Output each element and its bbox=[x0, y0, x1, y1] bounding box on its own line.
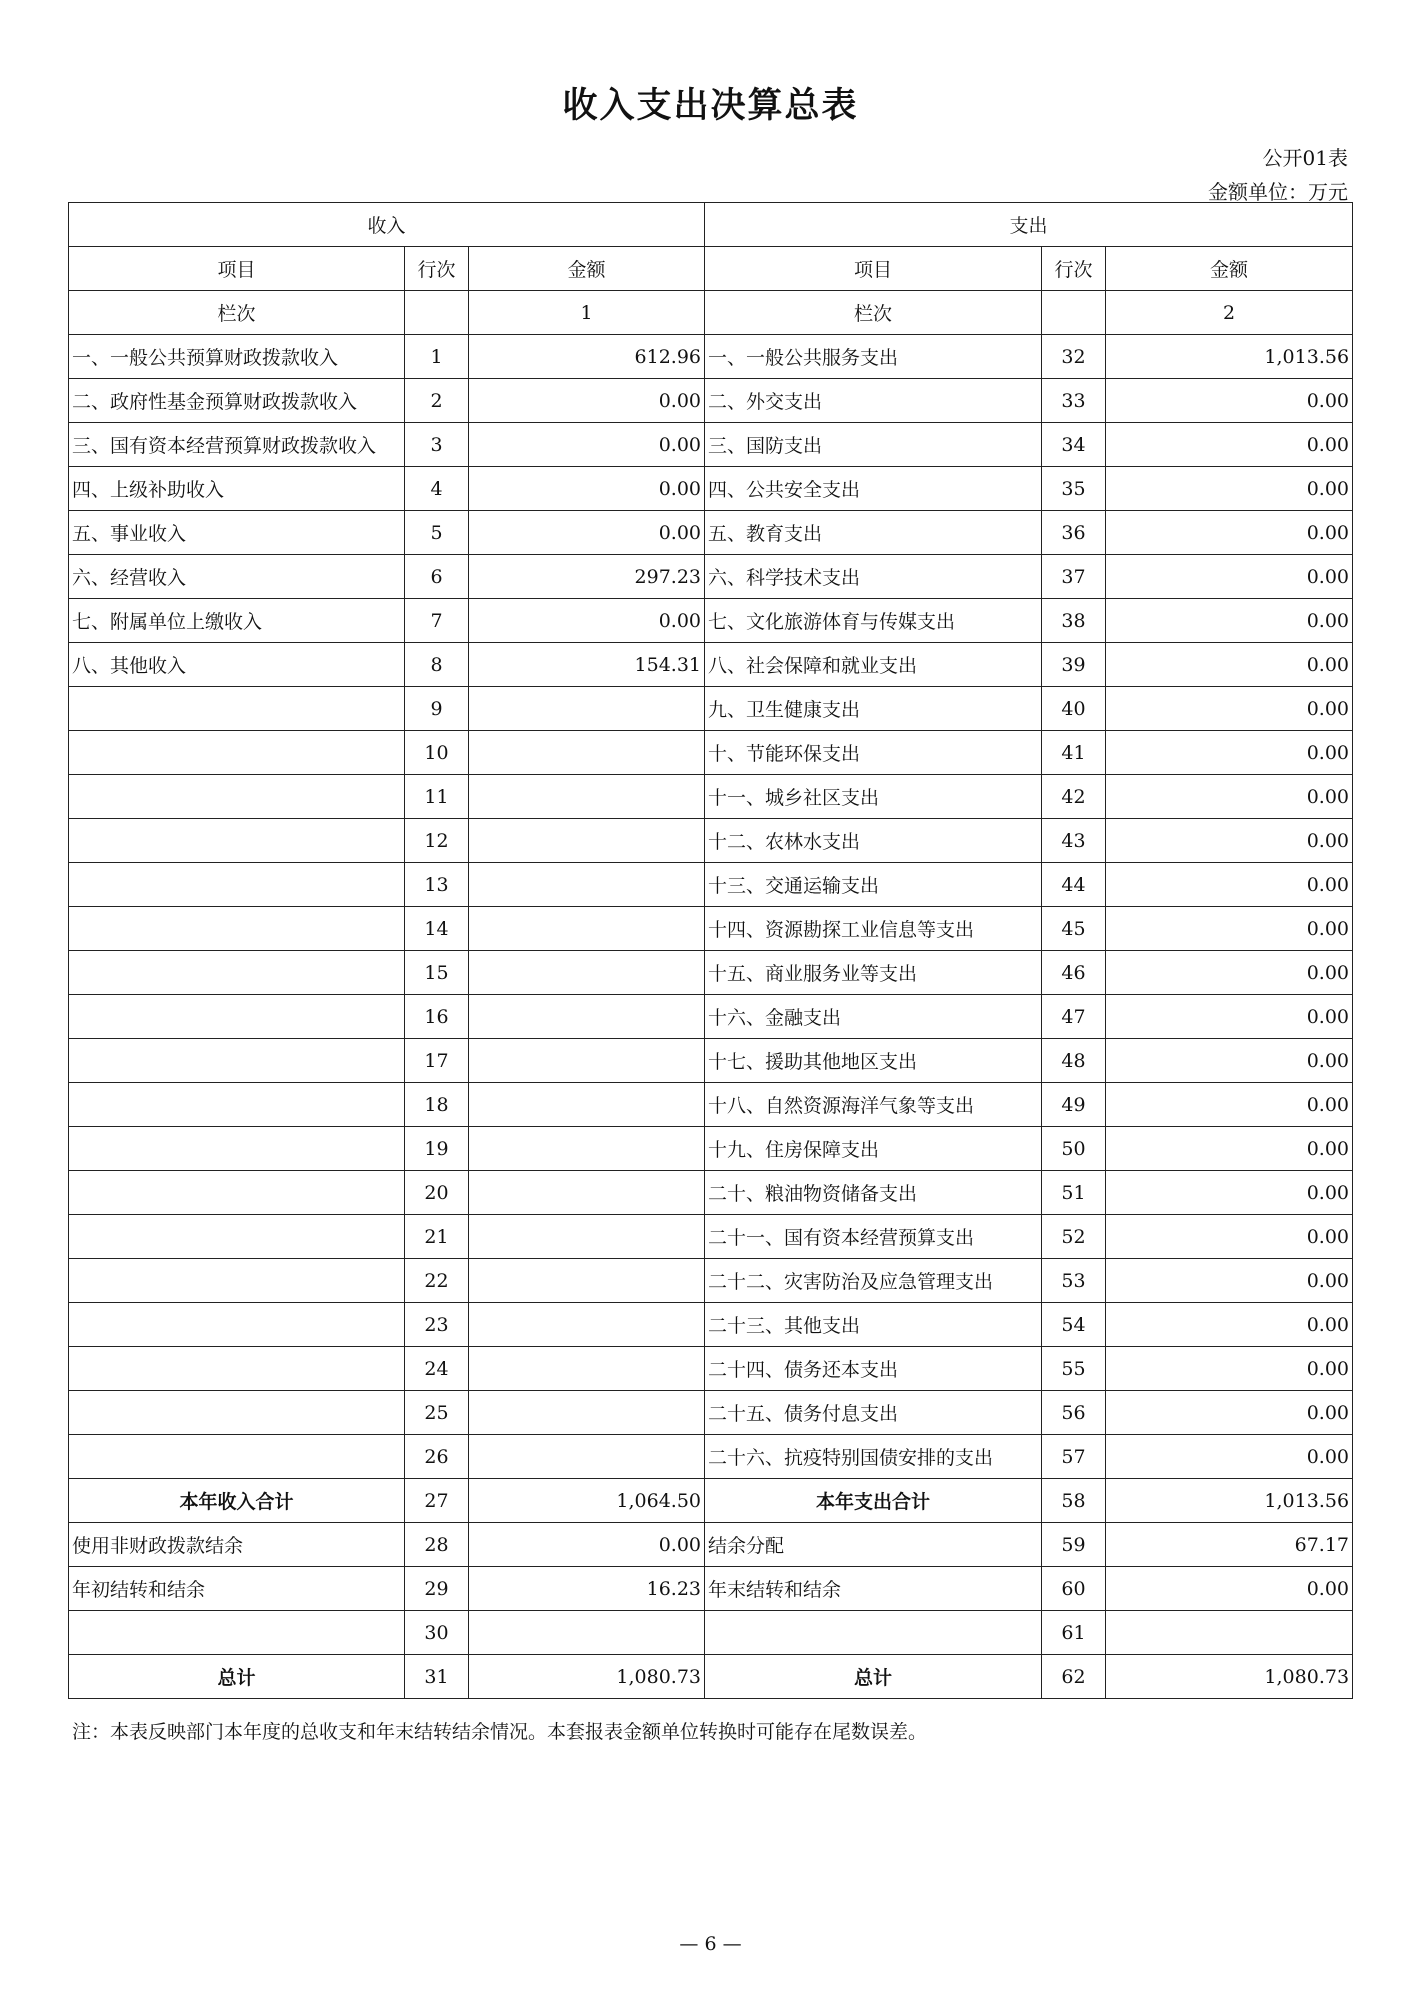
table-row bbox=[69, 335, 1353, 379]
income-item bbox=[69, 687, 405, 731]
section-header-row bbox=[69, 203, 1353, 247]
expense-line-no: 60 bbox=[1042, 1567, 1106, 1611]
expense-line-no: 35 bbox=[1042, 467, 1106, 511]
expense-item: 十二、农林水支出 bbox=[705, 819, 1042, 863]
expense-line-no: 56 bbox=[1042, 1391, 1106, 1435]
table-row bbox=[69, 1567, 1353, 1611]
expense-line-no: 42 bbox=[1042, 775, 1106, 819]
income-item bbox=[69, 1303, 405, 1347]
expense-amount: 0.00 bbox=[1106, 643, 1353, 687]
expense-item: 二十一、国有资本经营预算支出 bbox=[705, 1215, 1042, 1259]
expense-item: 二、外交支出 bbox=[705, 379, 1042, 423]
amount-unit: 金额单位：万元 bbox=[1208, 180, 1348, 204]
income-amount: 0.00 bbox=[469, 511, 705, 555]
income-line-no: 16 bbox=[405, 995, 469, 1039]
expense-amount: 0.00 bbox=[1106, 1435, 1353, 1479]
table-row bbox=[69, 1171, 1353, 1215]
income-line-no: 19 bbox=[405, 1127, 469, 1171]
expense-amount-header: 金额 bbox=[1106, 247, 1353, 291]
income-section-header: 收入 bbox=[69, 203, 705, 247]
income-line-no: 22 bbox=[405, 1259, 469, 1303]
column-index-row bbox=[69, 291, 1353, 335]
income-line-no: 28 bbox=[405, 1523, 469, 1567]
income-amount bbox=[469, 775, 705, 819]
income-amount bbox=[469, 907, 705, 951]
expense-item: 十六、金融支出 bbox=[705, 995, 1042, 1039]
income-line-no: 23 bbox=[405, 1303, 469, 1347]
table-row bbox=[69, 467, 1353, 511]
expense-line-no: 45 bbox=[1042, 907, 1106, 951]
expense-amount: 1,013.56 bbox=[1106, 1479, 1353, 1523]
table-row bbox=[69, 1303, 1353, 1347]
expense-item: 十九、住房保障支出 bbox=[705, 1127, 1042, 1171]
expense-line-no: 50 bbox=[1042, 1127, 1106, 1171]
table-row bbox=[69, 511, 1353, 555]
income-item: 使用非财政拨款结余 bbox=[69, 1523, 405, 1567]
expense-amount: 0.00 bbox=[1106, 1083, 1353, 1127]
income-amount: 0.00 bbox=[469, 423, 705, 467]
expense-item: 总计 bbox=[705, 1655, 1042, 1699]
expense-line-no: 55 bbox=[1042, 1347, 1106, 1391]
income-amount: 1,080.73 bbox=[469, 1655, 705, 1699]
expense-item: 九、卫生健康支出 bbox=[705, 687, 1042, 731]
income-line-no: 26 bbox=[405, 1435, 469, 1479]
income-item bbox=[69, 863, 405, 907]
table-row bbox=[69, 863, 1353, 907]
expense-line-no: 44 bbox=[1042, 863, 1106, 907]
expense-line-no: 47 bbox=[1042, 995, 1106, 1039]
income-amount: 1,064.50 bbox=[469, 1479, 705, 1523]
expense-item: 七、文化旅游体育与传媒支出 bbox=[705, 599, 1042, 643]
income-item-header: 项目 bbox=[69, 247, 405, 291]
expense-item: 二十四、债务还本支出 bbox=[705, 1347, 1042, 1391]
page-title: 收入支出决算总表 bbox=[562, 86, 859, 126]
income-line-no: 20 bbox=[405, 1171, 469, 1215]
income-column-index: 1 bbox=[469, 291, 705, 335]
income-item bbox=[69, 1259, 405, 1303]
expense-item: 二十五、债务付息支出 bbox=[705, 1391, 1042, 1435]
income-line-no: 29 bbox=[405, 1567, 469, 1611]
expense-amount: 1,080.73 bbox=[1106, 1655, 1353, 1699]
expense-line-no: 34 bbox=[1042, 423, 1106, 467]
expense-line-no: 58 bbox=[1042, 1479, 1106, 1523]
expense-item bbox=[705, 1611, 1042, 1655]
income-amount bbox=[469, 863, 705, 907]
income-line-no: 1 bbox=[405, 335, 469, 379]
income-line-no: 14 bbox=[405, 907, 469, 951]
income-item bbox=[69, 1347, 405, 1391]
table-row bbox=[69, 1347, 1353, 1391]
expense-item: 三、国防支出 bbox=[705, 423, 1042, 467]
table-row bbox=[69, 907, 1353, 951]
income-column-line-blank bbox=[405, 291, 469, 335]
expense-amount: 1,013.56 bbox=[1106, 335, 1353, 379]
expense-line-no: 40 bbox=[1042, 687, 1106, 731]
expense-line-no: 46 bbox=[1042, 951, 1106, 995]
income-amount bbox=[469, 995, 705, 1039]
expense-amount: 0.00 bbox=[1106, 775, 1353, 819]
income-item: 四、上级补助收入 bbox=[69, 467, 405, 511]
income-line-no: 15 bbox=[405, 951, 469, 995]
expense-amount: 0.00 bbox=[1106, 995, 1353, 1039]
income-item bbox=[69, 951, 405, 995]
income-line-no: 4 bbox=[405, 467, 469, 511]
income-item bbox=[69, 1215, 405, 1259]
income-line-no: 17 bbox=[405, 1039, 469, 1083]
expense-line-no: 48 bbox=[1042, 1039, 1106, 1083]
expense-item: 二十六、抗疫特别国债安排的支出 bbox=[705, 1435, 1042, 1479]
expense-line-no: 61 bbox=[1042, 1611, 1106, 1655]
expense-amount: 0.00 bbox=[1106, 951, 1353, 995]
expense-amount: 0.00 bbox=[1106, 1127, 1353, 1171]
income-amount bbox=[469, 1127, 705, 1171]
page-number: — 6 — bbox=[679, 1933, 742, 1955]
expense-amount: 0.00 bbox=[1106, 1303, 1353, 1347]
income-line-no: 10 bbox=[405, 731, 469, 775]
expense-amount: 0.00 bbox=[1106, 467, 1353, 511]
expense-line-header: 行次 bbox=[1042, 247, 1106, 291]
income-line-no: 18 bbox=[405, 1083, 469, 1127]
expense-line-no: 51 bbox=[1042, 1171, 1106, 1215]
income-item: 三、国有资本经营预算财政拨款收入 bbox=[69, 423, 405, 467]
income-line-no: 31 bbox=[405, 1655, 469, 1699]
income-amount bbox=[469, 1171, 705, 1215]
income-amount: 0.00 bbox=[469, 1523, 705, 1567]
expense-column-label: 栏次 bbox=[705, 291, 1042, 335]
income-item bbox=[69, 775, 405, 819]
expense-item: 二十二、灾害防治及应急管理支出 bbox=[705, 1259, 1042, 1303]
expense-amount: 0.00 bbox=[1106, 1171, 1353, 1215]
table-row bbox=[69, 643, 1353, 687]
table-row bbox=[69, 555, 1353, 599]
income-item: 一、一般公共预算财政拨款收入 bbox=[69, 335, 405, 379]
income-amount: 0.00 bbox=[469, 379, 705, 423]
income-amount bbox=[469, 1391, 705, 1435]
expense-amount: 0.00 bbox=[1106, 1391, 1353, 1435]
expense-item: 四、公共安全支出 bbox=[705, 467, 1042, 511]
income-item bbox=[69, 995, 405, 1039]
expense-column-index: 2 bbox=[1106, 291, 1353, 335]
table-row bbox=[69, 1611, 1353, 1655]
expense-item: 十五、商业服务业等支出 bbox=[705, 951, 1042, 995]
expense-item: 十四、资源勘探工业信息等支出 bbox=[705, 907, 1042, 951]
table-row bbox=[69, 1083, 1353, 1127]
expense-line-no: 57 bbox=[1042, 1435, 1106, 1479]
table-row bbox=[69, 1391, 1353, 1435]
expense-amount: 67.17 bbox=[1106, 1523, 1353, 1567]
income-amount bbox=[469, 1083, 705, 1127]
expense-line-no: 32 bbox=[1042, 335, 1106, 379]
expense-amount: 0.00 bbox=[1106, 423, 1353, 467]
expense-amount: 0.00 bbox=[1106, 1039, 1353, 1083]
expense-item: 十八、自然资源海洋气象等支出 bbox=[705, 1083, 1042, 1127]
income-amount: 154.31 bbox=[469, 643, 705, 687]
expense-amount: 0.00 bbox=[1106, 863, 1353, 907]
income-item bbox=[69, 1611, 405, 1655]
table-note: 注：本表反映部门本年度的总收支和年末结转结余情况。本套报表金额单位转换时可能存在尾数误差。 bbox=[72, 1721, 928, 1743]
expense-amount bbox=[1106, 1611, 1353, 1655]
expense-amount: 0.00 bbox=[1106, 687, 1353, 731]
table-row bbox=[69, 1259, 1353, 1303]
table-row bbox=[69, 1435, 1353, 1479]
expense-item: 十七、援助其他地区支出 bbox=[705, 1039, 1042, 1083]
expense-amount: 0.00 bbox=[1106, 599, 1353, 643]
expense-item: 年末结转和结余 bbox=[705, 1567, 1042, 1611]
income-item: 五、事业收入 bbox=[69, 511, 405, 555]
income-line-no: 27 bbox=[405, 1479, 469, 1523]
expense-line-no: 52 bbox=[1042, 1215, 1106, 1259]
income-amount bbox=[469, 1303, 705, 1347]
expense-line-no: 41 bbox=[1042, 731, 1106, 775]
table-row bbox=[69, 687, 1353, 731]
income-amount bbox=[469, 687, 705, 731]
income-amount bbox=[469, 1259, 705, 1303]
income-item bbox=[69, 1391, 405, 1435]
income-amount bbox=[469, 1435, 705, 1479]
expense-line-no: 62 bbox=[1042, 1655, 1106, 1699]
table-row bbox=[69, 1523, 1353, 1567]
income-item bbox=[69, 819, 405, 863]
expense-amount: 0.00 bbox=[1106, 731, 1353, 775]
expense-line-no: 38 bbox=[1042, 599, 1106, 643]
income-amount bbox=[469, 1347, 705, 1391]
expense-line-no: 36 bbox=[1042, 511, 1106, 555]
table-row bbox=[69, 775, 1353, 819]
expense-item: 八、社会保障和就业支出 bbox=[705, 643, 1042, 687]
expense-amount: 0.00 bbox=[1106, 379, 1353, 423]
expense-amount: 0.00 bbox=[1106, 511, 1353, 555]
expense-line-no: 53 bbox=[1042, 1259, 1106, 1303]
income-item: 本年收入合计 bbox=[69, 1479, 405, 1523]
income-amount bbox=[469, 1039, 705, 1083]
income-item: 二、政府性基金预算财政拨款收入 bbox=[69, 379, 405, 423]
table-row bbox=[69, 599, 1353, 643]
form-code: 公开01表 bbox=[1262, 146, 1348, 170]
income-amount bbox=[469, 731, 705, 775]
expense-item: 六、科学技术支出 bbox=[705, 555, 1042, 599]
expense-item: 十一、城乡社区支出 bbox=[705, 775, 1042, 819]
income-amount: 612.96 bbox=[469, 335, 705, 379]
expense-column-line-blank bbox=[1042, 291, 1106, 335]
income-item bbox=[69, 1083, 405, 1127]
income-item bbox=[69, 1435, 405, 1479]
income-line-no: 30 bbox=[405, 1611, 469, 1655]
income-line-no: 7 bbox=[405, 599, 469, 643]
table-row bbox=[69, 423, 1353, 467]
income-amount-header: 金额 bbox=[469, 247, 705, 291]
expense-line-no: 37 bbox=[1042, 555, 1106, 599]
income-item: 六、经营收入 bbox=[69, 555, 405, 599]
table-row bbox=[69, 951, 1353, 995]
expense-item: 本年支出合计 bbox=[705, 1479, 1042, 1523]
income-item bbox=[69, 731, 405, 775]
income-item: 年初结转和结余 bbox=[69, 1567, 405, 1611]
income-amount: 0.00 bbox=[469, 467, 705, 511]
income-line-no: 5 bbox=[405, 511, 469, 555]
expense-item: 十、节能环保支出 bbox=[705, 731, 1042, 775]
expense-line-no: 39 bbox=[1042, 643, 1106, 687]
income-amount bbox=[469, 819, 705, 863]
expense-line-no: 54 bbox=[1042, 1303, 1106, 1347]
income-line-no: 25 bbox=[405, 1391, 469, 1435]
expense-amount: 0.00 bbox=[1106, 819, 1353, 863]
income-amount bbox=[469, 1611, 705, 1655]
table-row bbox=[69, 1215, 1353, 1259]
expense-amount: 0.00 bbox=[1106, 1567, 1353, 1611]
table-row bbox=[69, 1127, 1353, 1171]
income-amount: 0.00 bbox=[469, 599, 705, 643]
income-item: 总计 bbox=[69, 1655, 405, 1699]
grand-total-row bbox=[69, 1655, 1353, 1699]
income-item: 七、附属单位上缴收入 bbox=[69, 599, 405, 643]
income-column-label: 栏次 bbox=[69, 291, 405, 335]
table-row bbox=[69, 819, 1353, 863]
income-item bbox=[69, 1171, 405, 1215]
expense-amount: 0.00 bbox=[1106, 907, 1353, 951]
expense-amount: 0.00 bbox=[1106, 555, 1353, 599]
income-line-no: 8 bbox=[405, 643, 469, 687]
income-line-no: 24 bbox=[405, 1347, 469, 1391]
income-line-no: 21 bbox=[405, 1215, 469, 1259]
table-row bbox=[69, 995, 1353, 1039]
income-item: 八、其他收入 bbox=[69, 643, 405, 687]
income-line-no: 12 bbox=[405, 819, 469, 863]
expense-item: 十三、交通运输支出 bbox=[705, 863, 1042, 907]
expense-line-no: 59 bbox=[1042, 1523, 1106, 1567]
table-row bbox=[69, 731, 1353, 775]
income-item bbox=[69, 1127, 405, 1171]
expense-item: 结余分配 bbox=[705, 1523, 1042, 1567]
income-item bbox=[69, 1039, 405, 1083]
income-line-no: 9 bbox=[405, 687, 469, 731]
expense-item: 二十、粮油物资储备支出 bbox=[705, 1171, 1042, 1215]
income-amount: 16.23 bbox=[469, 1567, 705, 1611]
income-item bbox=[69, 907, 405, 951]
income-line-no: 3 bbox=[405, 423, 469, 467]
expense-line-no: 49 bbox=[1042, 1083, 1106, 1127]
expense-item: 二十三、其他支出 bbox=[705, 1303, 1042, 1347]
income-amount bbox=[469, 1215, 705, 1259]
expense-item-header: 项目 bbox=[705, 247, 1042, 291]
income-line-no: 13 bbox=[405, 863, 469, 907]
column-header-row bbox=[69, 247, 1353, 291]
table-row bbox=[69, 1039, 1353, 1083]
year-total-row bbox=[69, 1479, 1353, 1523]
income-line-header: 行次 bbox=[405, 247, 469, 291]
expense-amount: 0.00 bbox=[1106, 1215, 1353, 1259]
expense-item: 一、一般公共服务支出 bbox=[705, 335, 1042, 379]
income-line-no: 6 bbox=[405, 555, 469, 599]
income-expense-table bbox=[68, 202, 1353, 1699]
expense-line-no: 43 bbox=[1042, 819, 1106, 863]
expense-amount: 0.00 bbox=[1106, 1259, 1353, 1303]
income-amount: 297.23 bbox=[469, 555, 705, 599]
income-amount bbox=[469, 951, 705, 995]
expense-amount: 0.00 bbox=[1106, 1347, 1353, 1391]
income-line-no: 2 bbox=[405, 379, 469, 423]
expense-item: 五、教育支出 bbox=[705, 511, 1042, 555]
expense-line-no: 33 bbox=[1042, 379, 1106, 423]
income-line-no: 11 bbox=[405, 775, 469, 819]
table-row bbox=[69, 379, 1353, 423]
expense-section-header: 支出 bbox=[705, 203, 1353, 247]
